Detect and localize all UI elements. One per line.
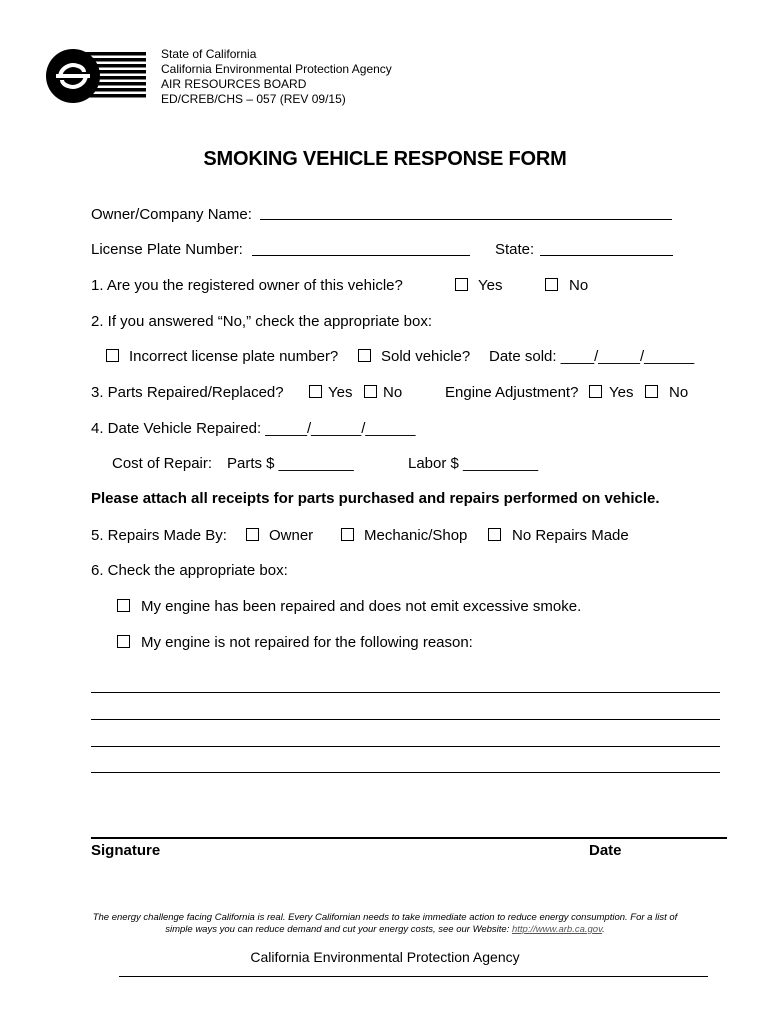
- q5-no-repairs-label: No Repairs Made: [512, 527, 629, 544]
- reason-line-1[interactable]: [91, 692, 720, 693]
- reason-line-3[interactable]: [91, 746, 720, 747]
- q6-not-repaired-checkbox[interactable]: [117, 635, 130, 648]
- owner-name-field[interactable]: [260, 219, 672, 220]
- cost-of-repair-label: Cost of Repair:: [112, 455, 213, 472]
- header-agency: California Environmental Protection Agency: [161, 62, 392, 76]
- calepa-logo-graphic: [46, 48, 148, 104]
- q2-date-sold[interactable]: Date sold: ____/_____/______: [489, 348, 695, 365]
- labor-cost-field[interactable]: Labor $ _________: [408, 455, 539, 472]
- q1-yes-label: Yes: [478, 277, 503, 294]
- energy-notice-line2: [40, 924, 730, 936]
- q1-yes-checkbox[interactable]: [455, 278, 468, 291]
- q3-yes-label: Yes: [328, 384, 353, 401]
- header-form-number: ED/CREB/CHS – 057 (REV 09/15): [161, 92, 346, 106]
- energy-notice-line2-end: .: [602, 924, 605, 935]
- q3-no-checkbox[interactable]: [364, 385, 377, 398]
- form-title: SMOKING VEHICLE RESPONSE FORM: [203, 148, 567, 170]
- engine-adjustment-label: Engine Adjustment?: [445, 384, 579, 401]
- q5-no-repairs-checkbox[interactable]: [488, 528, 501, 541]
- reason-line-2[interactable]: [91, 719, 720, 720]
- energy-notice-line1: The energy challenge facing California is real. Every Californian needs to take immediate action to reduce energy consumption. For a list of: [92, 912, 678, 923]
- q4-date-repaired[interactable]: 4. Date Vehicle Repaired: _____/______/______: [91, 420, 416, 437]
- engine-no-checkbox[interactable]: [645, 385, 658, 398]
- date-label: Date: [589, 842, 622, 859]
- q2-text: 2. If you answered “No,” check the appropriate box:: [91, 313, 433, 330]
- energy-notice-line2-text: simple ways you can reduce demand and cut your energy costs, see our Website:: [165, 924, 512, 935]
- signature-line[interactable]: [91, 837, 727, 839]
- q2-incorrect-checkbox[interactable]: [106, 349, 119, 362]
- energy-notice: [40, 912, 730, 936]
- engine-yes-checkbox[interactable]: [589, 385, 602, 398]
- q5-mechanic-label: Mechanic/Shop: [364, 527, 468, 544]
- parts-cost-field[interactable]: Parts $ _________: [227, 455, 354, 472]
- q5-owner-label: Owner: [269, 527, 314, 544]
- q2-incorrect-label: Incorrect license plate number?: [129, 348, 339, 365]
- q5-mechanic-checkbox[interactable]: [341, 528, 354, 541]
- q1-no-checkbox[interactable]: [545, 278, 558, 291]
- reason-line-4[interactable]: [91, 772, 720, 773]
- q2-sold-checkbox[interactable]: [358, 349, 371, 362]
- q1-no-label: No: [569, 277, 589, 294]
- engine-no-label: No: [669, 384, 689, 401]
- q3-no-label: No: [383, 384, 403, 401]
- header-board: AIR RESOURCES BOARD: [161, 77, 307, 91]
- q5-owner-checkbox[interactable]: [246, 528, 259, 541]
- footer-agency: California Environmental Protection Agency: [250, 949, 520, 965]
- q6-text: 6. Check the appropriate box:: [91, 562, 288, 579]
- q5-text: 5. Repairs Made By:: [91, 527, 227, 544]
- engine-yes-label: Yes: [609, 384, 634, 401]
- license-plate-field[interactable]: [252, 255, 470, 256]
- q2-sold-label: Sold vehicle?: [381, 348, 471, 365]
- owner-label: Owner/Company Name:: [91, 206, 252, 223]
- calepa-logo: [46, 48, 148, 104]
- q6-not-repaired-label: My engine is not repaired for the following reason:: [141, 634, 473, 651]
- q3-text: 3. Parts Repaired/Replaced?: [91, 384, 284, 401]
- header-state: State of California: [161, 47, 257, 61]
- signature-label: Signature: [91, 842, 161, 859]
- q1-text: 1. Are you the registered owner of this vehicle?: [91, 277, 403, 294]
- q3-yes-checkbox[interactable]: [309, 385, 322, 398]
- state-label: State:: [495, 241, 535, 258]
- q6-repaired-label: My engine has been repaired and does not emit excessive smoke.: [141, 598, 582, 615]
- arb-website-link[interactable]: http://www.arb.ca.gov: [512, 924, 603, 935]
- receipts-notice: Please attach all receipts for parts purchased and repairs performed on vehicle.: [91, 490, 660, 507]
- license-label: License Plate Number:: [91, 241, 243, 258]
- state-field[interactable]: [540, 255, 673, 256]
- footer-rule: [119, 976, 708, 977]
- q6-repaired-checkbox[interactable]: [117, 599, 130, 612]
